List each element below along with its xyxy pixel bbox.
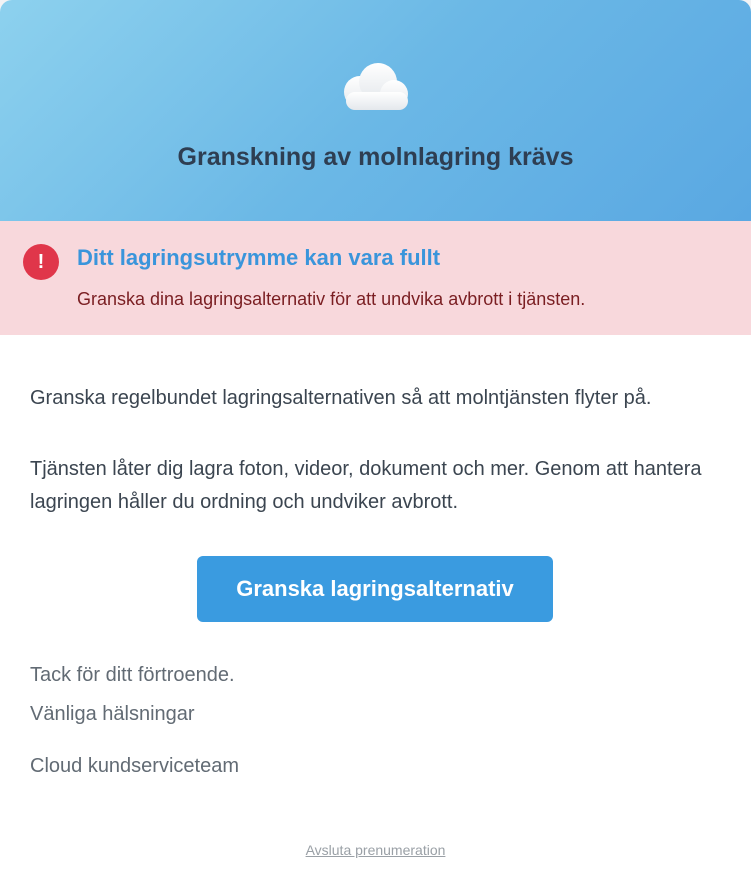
review-storage-button[interactable]: Granska lagringsalternativ [197,556,553,622]
email-header [0,0,751,221]
body-paragraph-2: Tjänsten låter dig lagra foton, videor, dokument och mer. Genom att hantera lagringen håller du ordning och undviker avbrott. [30,458,702,513]
thanks-text: Tack för ditt förtroende. [30,664,235,686]
regards-text: Vänliga hälsningar [30,703,195,725]
warning-title: Ditt lagringsutrymme kan vara fullt [77,245,441,270]
exclamation-icon: ! [23,244,59,280]
unsubscribe-link[interactable]: Avsluta prenumeration [305,842,446,858]
body-paragraph-1: Granska regelbundet lagringsalternativen så att molntjänsten flyter på. [30,387,652,409]
signature-text: Cloud kundserviceteam [30,755,239,777]
warning-banner [0,221,751,335]
warning-text: Granska dina lagringsalternativ för att undvika avbrott i tjänsten. [77,289,586,309]
cloud-icon [336,60,414,114]
email-title: Granskning av molnlagring krävs [177,143,574,171]
